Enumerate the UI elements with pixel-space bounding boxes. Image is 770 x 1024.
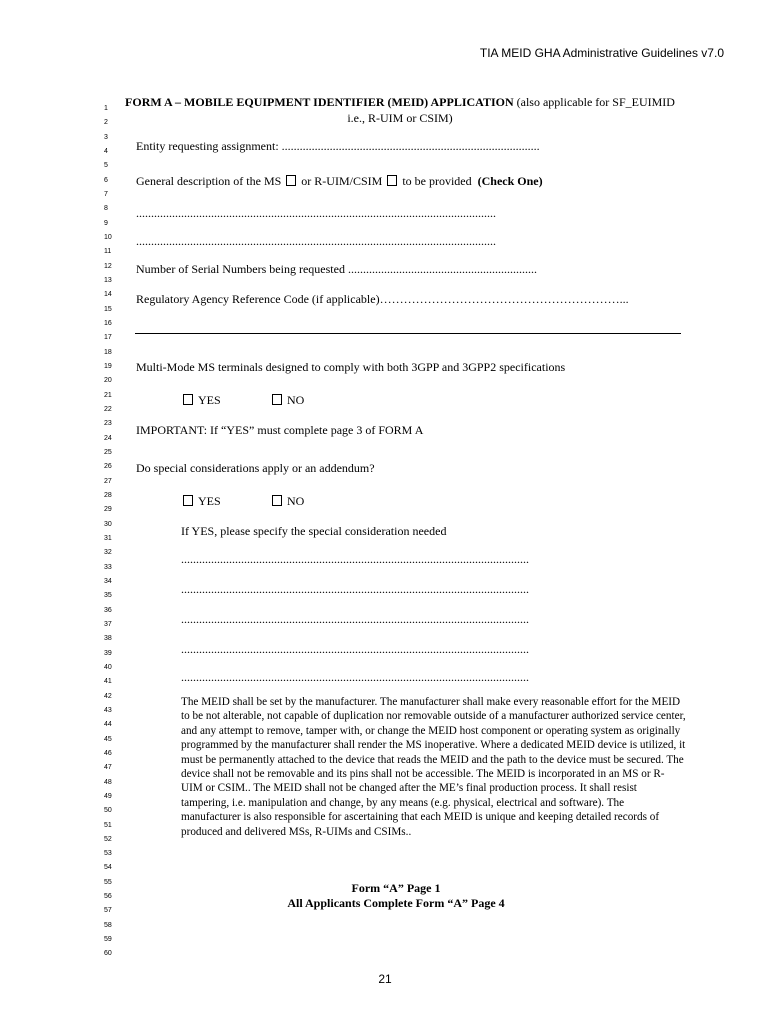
line-number: 25 — [104, 448, 112, 456]
line-number: 13 — [104, 276, 112, 284]
line-number: 43 — [104, 706, 112, 714]
form-title-normal: (also applicable for SF_EUIMID i.e., R-UIM or CSIM) — [347, 95, 675, 125]
line-number: 33 — [104, 563, 112, 571]
general-part3: to be provided — [402, 174, 472, 188]
line-number: 3 — [104, 133, 108, 141]
line-number: 10 — [104, 233, 112, 241]
footer-complete-note: All Applicants Complete Form “A” Page 4 — [287, 896, 505, 910]
description-dots-1: ........................................................................................................................ — [136, 206, 496, 220]
line-number: 24 — [104, 434, 112, 442]
line-number: 15 — [104, 305, 112, 313]
line-number: 47 — [104, 764, 112, 772]
running-header: TIA MEID GHA Administrative Guidelines v7.0 — [479, 46, 724, 60]
line-number: 28 — [104, 491, 112, 499]
line-number: 48 — [104, 778, 112, 786]
line-number: 19 — [104, 362, 112, 370]
section-divider — [135, 333, 681, 334]
line-number: 31 — [104, 534, 112, 542]
line-number: 4 — [104, 147, 108, 155]
special-no-label: NO — [287, 494, 305, 508]
ruim-csim-checkbox[interactable] — [387, 175, 397, 186]
line-number: 16 — [104, 319, 112, 327]
form-title — [120, 94, 680, 126]
multimode-no-option — [270, 393, 304, 408]
line-number: 18 — [104, 348, 112, 356]
line-number: 36 — [104, 606, 112, 614]
line-number: 20 — [104, 377, 112, 385]
line-number: 46 — [104, 749, 112, 757]
special-yes-checkbox[interactable] — [183, 495, 193, 506]
general-check-one: (Check One) — [477, 174, 543, 188]
line-number: 32 — [104, 549, 112, 557]
line-number: 52 — [104, 835, 112, 843]
line-number: 14 — [104, 291, 112, 299]
footer-form-page: Form “A” Page 1 — [351, 881, 441, 895]
line-number: 5 — [104, 162, 108, 170]
line-number: 59 — [104, 936, 112, 944]
multimode-no-label: NO — [287, 393, 305, 407]
line-number: 9 — [104, 219, 108, 227]
special-no-option — [270, 494, 304, 509]
line-number: 2 — [104, 119, 108, 127]
serial-numbers-line: Number of Serial Numbers being requested ............................................................... — [136, 262, 537, 276]
multimode-no-checkbox[interactable] — [272, 394, 282, 405]
line-number: 17 — [104, 334, 112, 342]
line-number: 26 — [104, 463, 112, 471]
line-number: 55 — [104, 878, 112, 886]
important-note: IMPORTANT: If “YES” must complete page 3 of FORM A — [136, 423, 424, 437]
description-dots-2: ........................................................................................................................ — [136, 234, 496, 248]
line-number: 35 — [104, 592, 112, 600]
line-number: 1 — [104, 105, 108, 112]
line-number: 7 — [104, 190, 108, 198]
special-dots-3: .................................................................................................................... — [181, 612, 529, 626]
line-number: 57 — [104, 907, 112, 915]
line-number: 21 — [104, 391, 112, 399]
line-number: 29 — [104, 506, 112, 514]
multimode-question: Multi-Mode MS terminals designed to comply with both 3GPP and 3GPP2 specifications — [136, 360, 566, 374]
special-yes-option — [181, 494, 221, 509]
line-number: 50 — [104, 807, 112, 815]
multimode-yes-label: YES — [198, 393, 221, 407]
special-specify: If YES, please specify the special consideration needed — [181, 524, 447, 538]
entity-line: Entity requesting assignment: ...................................................................................... — [136, 139, 540, 153]
line-number: 51 — [104, 821, 112, 829]
special-dots-2: .................................................................................................................... — [181, 582, 529, 596]
line-number: 49 — [104, 792, 112, 800]
special-question: Do special considerations apply or an addendum? — [136, 461, 375, 475]
line-number: 6 — [104, 176, 108, 184]
line-number: 60 — [104, 950, 112, 958]
line-number: 37 — [104, 620, 112, 628]
line-number: 39 — [104, 649, 112, 657]
special-yes-label: YES — [198, 494, 221, 508]
line-number: 41 — [104, 678, 112, 686]
line-number: 30 — [104, 520, 112, 528]
line-number: 11 — [104, 248, 112, 256]
line-number: 8 — [104, 205, 108, 213]
line-number: 44 — [104, 721, 112, 729]
general-part2: or R-UIM/CSIM — [301, 174, 383, 188]
ms-checkbox[interactable] — [286, 175, 296, 186]
meid-paragraph: The MEID shall be set by the manufacturer. The manufacturer shall make every reasonable effort for the MEID to be not alterable, not capable of duplication nor removable outside of a manufacturer authorized service center, and any attempt to remove, tamper with, or change the MEID host component or operating system as originally programmed by the manufacturer shall render the MS inoperative. Where a dedicated MEID device is utilized, it must be permanently attached to the device that reads the MEID and the path to the device must be secured. The device shall not be removable and its pins shall not be accessible. The MEID is incorporated in an MS or R-UIM or CSIM.. The MEID shall not be changed after the ME’s final production process. It shall resist tampering, i.e. manipulation and change, by any means (e.g. physical, electrical and software). The manufacturer is also responsible for ascertaining that each MEID is unique and keeping detailed records of produced and delivered MSs, R-UIMs and CSIMs.. — [181, 696, 686, 838]
line-number: 54 — [104, 864, 112, 872]
line-number: 45 — [104, 735, 112, 743]
multimode-yes-option — [181, 393, 221, 408]
line-number: 38 — [104, 635, 112, 643]
line-number: 40 — [104, 663, 112, 671]
line-number: 22 — [104, 405, 112, 413]
line-number: 56 — [104, 893, 112, 901]
regulatory-line: Regulatory Agency Reference Code (if applicable)……………………………………………………... — [136, 292, 629, 306]
line-number: 58 — [104, 921, 112, 929]
multimode-yes-checkbox[interactable] — [183, 394, 193, 405]
line-number: 27 — [104, 477, 112, 485]
form-title-bold: FORM A – MOBILE EQUIPMENT IDENTIFIER (MEID) APPLICATION — [125, 95, 514, 109]
special-dots-1: .................................................................................................................... — [181, 552, 529, 566]
general-part1: General description of the MS — [136, 174, 282, 188]
line-number: 42 — [104, 692, 112, 700]
page-number: 21 — [378, 972, 392, 986]
special-dots-5: .................................................................................................................... — [181, 670, 529, 684]
line-number: 23 — [104, 420, 112, 428]
general-description-line — [136, 174, 543, 189]
line-number: 34 — [104, 577, 112, 585]
special-dots-4: .................................................................................................................... — [181, 642, 529, 656]
line-number: 53 — [104, 850, 112, 858]
special-no-checkbox[interactable] — [272, 495, 282, 506]
line-number: 12 — [104, 262, 112, 270]
